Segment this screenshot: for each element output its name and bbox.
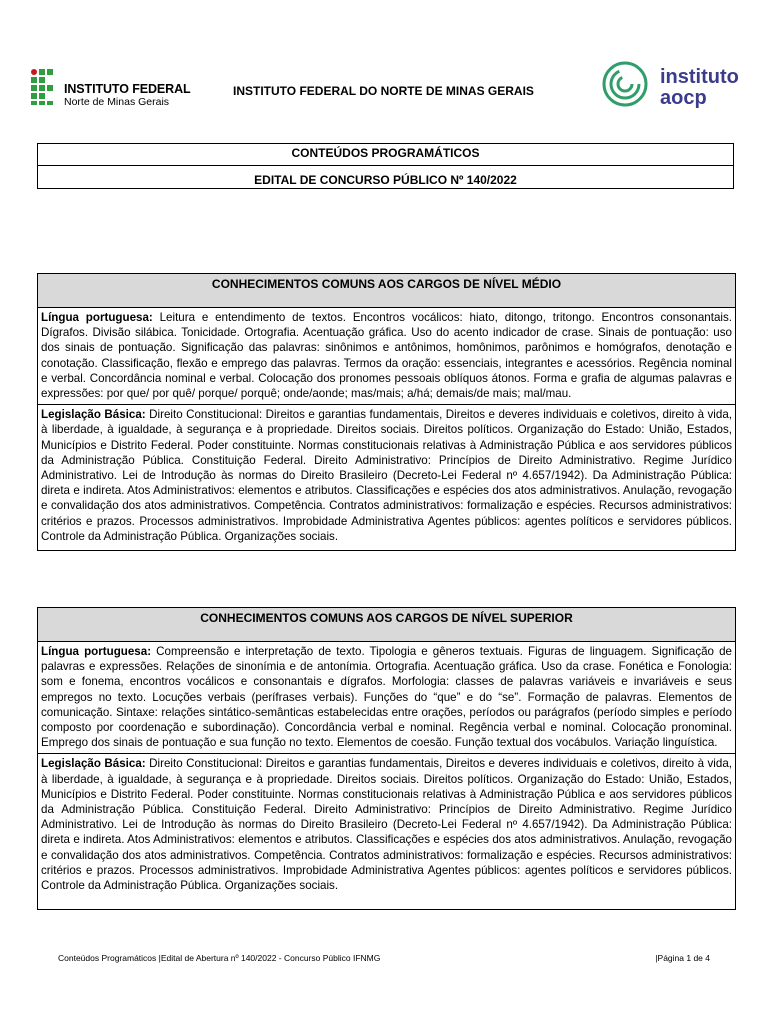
footer-left-text: Conteúdos Programáticos |Edital de Abertura nº 140/2022 - Concurso Público IFNMG	[58, 953, 381, 963]
aocp-logo-line1: instituto	[660, 66, 739, 88]
document-title-box	[37, 143, 734, 189]
topic-legislacao-basica	[38, 753, 735, 909]
topic-label: Língua portuguesa:	[41, 645, 152, 658]
if-logo	[31, 69, 191, 109]
aocp-logo	[600, 59, 760, 113]
page-header	[0, 55, 768, 125]
topic-label: Legislação Básica:	[41, 757, 146, 771]
if-logo-name: INSTITUTO FEDERAL	[64, 82, 191, 96]
topic-legislacao-basica	[38, 404, 735, 550]
topic-text: Leitura e entendimento de textos. Encontros vocálicos: hiato, ditongo, tritongo. Encontros consonantais. Dígrafos. Divisão silábica. Tonicidade. Ortografia. Acentuação gráfica. Uso do acento indicador de crase. Sinais de pontuação: uso dos sinais de pontuação. Significação das palavras: sinônimos e antônimos, homônimos, parônimos e homógrafos, denotação e conotação. Classificação, flexão e emprego das palavras. Termos da oração: essenciais, integrantes e acessórios. Regência nominal e verbal. Concordância nominal e verbal. Colocação dos pronomes pessoais oblíquos átonos. Forma e grafia de algumas palavras e expressões: por que/ por quê/ porque/ porquê; onde/aonde; mas/mais; a/há; demais/de mais; mal/mau.	[41, 311, 732, 401]
section-nivel-medio	[37, 273, 736, 551]
topic-label: Legislação Básica:	[41, 408, 146, 422]
page-footer	[58, 953, 718, 963]
if-logo-grid-icon	[31, 69, 61, 107]
page-number: |Página 1 de 4	[655, 953, 710, 963]
if-logo-subtitle: Norte de Minas Gerais	[64, 96, 170, 108]
document-title-line2: EDITAL DE CONCURSO PÚBLICO Nº 140/2022	[254, 173, 517, 187]
topic-lingua-portuguesa	[38, 308, 735, 404]
topic-text: Compreensão e interpretação de texto. Tipologia e gêneros textuais. Figuras de linguagem. Significação de palavras e expressões. Relações de sinonímia e de antonímia. Ortografia. Acentuação gráfica. Uso da crase. Fonética e Fonologia: som e fonema, encontros vocálicos e consonantais e dígrafos. Morfologia: classes de palavras variáveis e invariáveis e seus empregos no texto. Locuções verbais (perífrases verbais). Funções do “que” e do “se”. Formação de palavras. Elementos de comunicação. Sintaxe: relações sintático-semânticas estabelecidas entre orações, períodos ou parágrafos (período simples e período composto por coordenação e subordinação). Concordância verbal e nominal. Regência verbal e nominal. Colocação pronominal. Emprego dos sinais de pontuação e sua função no texto. Elementos de coesão. Função textual dos vocábulos. Variação linguística.	[41, 645, 732, 750]
document-title-line1: CONTEÚDOS PROGRAMÁTICOS	[291, 146, 480, 160]
aocp-mark-icon	[600, 59, 650, 109]
topic-text: Direito Constitucional: Direitos e garantias fundamentais, Direitos e deveres individuais e coletivos, direito à vida, à liberdade, à igualdade, à segurança e à propriedade. Direitos sociais. Direitos políticos. Organização do Estado: União, Estados, Municípios e Distrito Federal. Poder constituinte. Normas constitucionais relativas à Administração Pública e aos servidores públicos da Administração Pública. Constituição Federal. Direito Administrativo: Princípios de Direito Administrativo. Regime Jurídico Administrativo. Lei de Introdução às normas do Direito Brasileiro (Decreto-Lei Federal nº 4.657/1942). Da Administração Pública: direta e indireta. Atos Administrativos: elementos e atributos. Classificações e espécies dos atos administrativos. Anulação, revogação e convalidação dos atos administrativos. Competência. Contratos administrativos: formalização e espécies. Recursos administrativos: critérios e prazos. Processos administrativos. Improbidade Administrativa Agentes públicos: agentes políticos e servidores públicos. Controle da Administração Pública. Organizações sociais.	[41, 757, 732, 893]
aocp-logo-line2: aocp	[660, 87, 707, 109]
page-title: INSTITUTO FEDERAL DO NORTE DE MINAS GERAIS	[233, 84, 534, 98]
section-heading: CONHECIMENTOS COMUNS AOS CARGOS DE NÍVEL MÉDIO	[38, 274, 735, 308]
title-divider	[38, 165, 733, 166]
topic-text: Direito Constitucional: Direitos e garantias fundamentais, Direitos e deveres individuais e coletivos, direito à vida, à liberdade, à igualdade, à segurança e à propriedade. Direitos sociais. Direitos políticos. Organização do Estado: União, Estados, Municípios e Distrito Federal. Poder constituinte. Normas constitucionais relativas à Administração Pública e aos servidores públicos da Administração Pública. Constituição Federal. Direito Administrativo: Princípios de Direito Administrativo. Regime Jurídico Administrativo. Lei de Introdução às normas do Direito Brasileiro (Decreto-Lei Federal nº 4.657/1942). Da Administração Pública: direta e indireta. Atos Administrativos: elementos e atributos. Classificações e espécies dos atos administrativos. Anulação, revogação e convalidação dos atos administrativos. Competência. Contratos administrativos: formalização e espécies. Recursos administrativos: critérios e prazos. Processos administrativos. Improbidade Administrativa Agentes públicos: agentes políticos e servidores públicos. Controle da Administração Pública. Organizações sociais.	[41, 408, 732, 543]
section-heading: CONHECIMENTOS COMUNS AOS CARGOS DE NÍVEL SUPERIOR	[38, 608, 735, 642]
topic-lingua-portuguesa	[38, 642, 735, 753]
topic-label: Língua portuguesa:	[41, 311, 153, 324]
section-nivel-superior	[37, 607, 736, 910]
